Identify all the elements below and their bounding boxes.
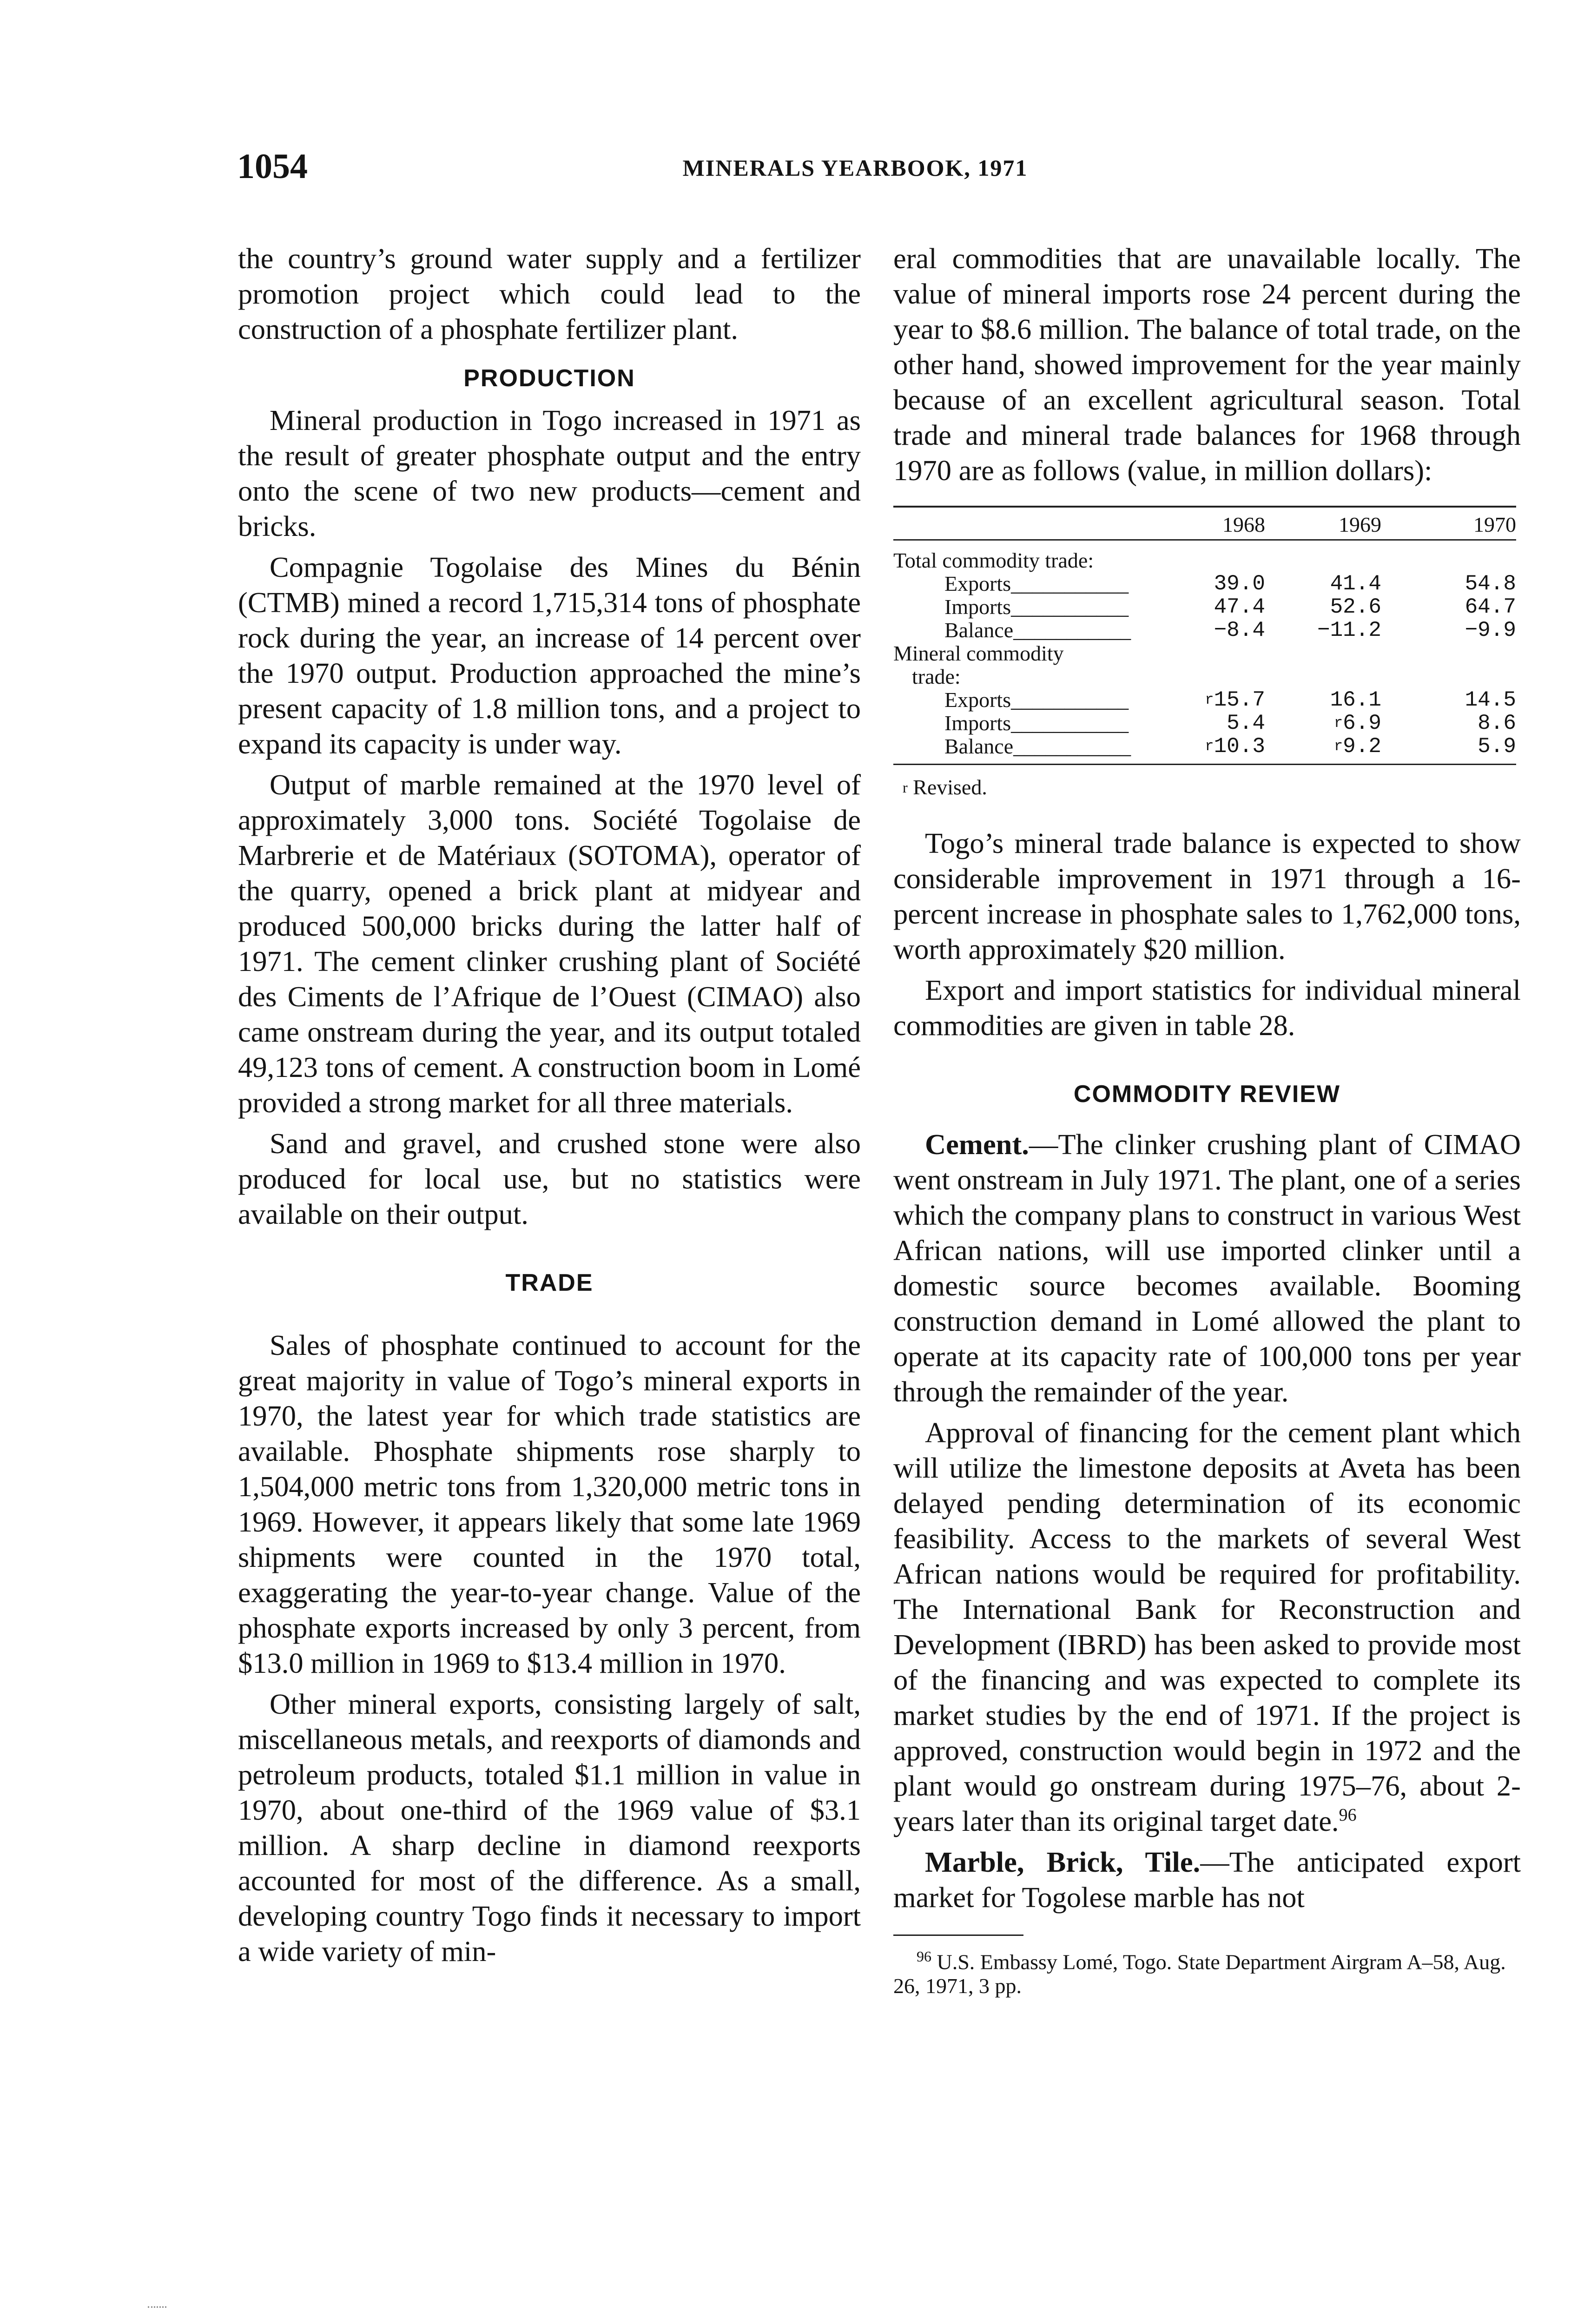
production-paragraph-4: Sand and gravel, and crushed stone were also produced for local use, but no statistics were available on their output. <box>238 1127 861 1230</box>
trade-continued-paragraph: eral commodities that are unavailable locally. The value of mineral imports rose 24 percent during the year to $8.6 million. The balance of total trade, on the other hand, showed improvement for the year mainly because of an excellent agricultural season. Total trade and mineral trade balances for 1968 through 1970 are as follows (value, in million dollars): <box>893 242 1521 487</box>
revised-mark: r <box>1333 738 1343 755</box>
cell-1968: $^r$10.3 <box>1154 735 1265 765</box>
table-reference-paragraph: Export and import statistics for individual mineral commodities are given in table 28. <box>893 974 1521 1042</box>
margin-speck <box>148 2306 166 2311</box>
table-row <box>893 572 1516 595</box>
cell-1968: 47.4 <box>1214 595 1265 619</box>
row-label: Exports___________ <box>944 688 1129 712</box>
row-label: Exports___________ <box>944 572 1129 595</box>
cell-1970: 14.5 <box>1465 688 1516 712</box>
table-group-row <box>893 540 1516 573</box>
trade-heading: TRADE <box>505 1269 594 1296</box>
revised-mark: r <box>1205 691 1214 708</box>
table-group-row <box>893 665 1516 688</box>
production-heading: PRODUCTION <box>463 365 635 392</box>
row-label: Imports___________ <box>944 711 1129 735</box>
table-header-row <box>893 507 1516 540</box>
production-paragraph-1: Mineral production in Togo increased in 1971 as the result of greater phosphate output and the entry onto the scene of two new products—cement and bricks. <box>238 404 861 542</box>
cell-1970: −9.9 <box>1465 618 1516 642</box>
trade-paragraph-2: Other mineral exports, consisting largely of salt, miscellaneous metals, and reexports of diamonds and petroleum products, totaled $1.1 million in value in 1970, about one-third of the 1969 value of $3.1 million. A sharp decline in diamond reexports accounted for most of the difference. As a small, developing country Togo finds it necessary to import a wide variety of min- <box>238 1688 861 1967</box>
cell-1970: 64.7 <box>1465 595 1516 619</box>
outlook-paragraph: Togo’s mineral trade balance is expected to show considerable improvement in 1971 through a 16-percent increase in phosphate sales to 1,762,000 tons, worth approximately $20 million. <box>893 827 1521 965</box>
commodity-review-heading: COMMODITY REVIEW <box>1073 1081 1341 1108</box>
marble-paragraph: Marble, Brick, Tile.—The anticipated export market for Togolese marble has not <box>893 1846 1521 1914</box>
right-column <box>893 241 1521 1998</box>
table-row <box>893 735 1516 765</box>
table-row <box>893 688 1516 712</box>
cement-runin-heading: Cement. <box>925 1128 1029 1161</box>
table-group-row <box>893 642 1516 665</box>
cell-1969: 52.6 <box>1330 595 1381 619</box>
intro-paragraph: the country’s ground water supply and a fertilizer promotion project which could lead to the construction of a phosphate fertilizer plant. <box>238 242 861 345</box>
group-label-total: Total commodity trade: <box>893 548 1094 572</box>
production-paragraph-3: Output of marble remained at the 1970 level of approximately 3,000 tons. Société Togolaise de Marbrerie et de Matériaux (SOTOMA), operator of the quarry, opened a brick plant at midyear and produced 500,000 bricks during the latter half of 1971. The cement clinker crushing plant of Société des Ciments de l’Afrique de l’Ouest (CIMAO) also came onstream during the year, and its output totaled 49,123 tons of cement. A construction boom in Lomé provided a strong market for all three materials. <box>238 768 861 1119</box>
table-header-1970: 1970 <box>1381 507 1516 540</box>
cell-1970: 54.8 <box>1465 572 1516 596</box>
table-note: $^r$ Revised. <box>903 775 987 799</box>
cell-1968: 39.0 <box>1214 572 1265 596</box>
left-column <box>238 241 861 1969</box>
page-number: 1054 <box>237 147 308 186</box>
cell-1969: $^r$9.2 <box>1265 735 1381 765</box>
trade-balance-table <box>893 506 1516 765</box>
cell-1969: 41.4 <box>1330 572 1381 596</box>
row-label: Balance___________ <box>893 735 1154 765</box>
cell-1968: −8.4 <box>1214 618 1265 642</box>
table-header-1969: 1969 <box>1265 507 1381 540</box>
revised-mark: r <box>1205 738 1214 755</box>
cell-1970: 8.6 <box>1478 711 1516 735</box>
running-head-title: MINERALS YEARBOOK, 1971 <box>682 155 1028 181</box>
footnote-reference: 96 <box>1339 1805 1357 1825</box>
table-row <box>893 619 1516 642</box>
group-label-mineral: Mineral commodity <box>893 641 1064 665</box>
cell-1969: −11.2 <box>1317 618 1381 642</box>
marble-runin-heading: Marble, Brick, Tile. <box>925 1846 1201 1878</box>
running-head <box>0 148 1584 185</box>
cement-paragraph: Cement.—The clinker crushing plant of CIMAO went onstream in July 1971. The plant, one of a series which the company plans to construct in various West African nations, will use imported clinker until a domestic source becomes available. Booming construction demand in Lomé allowed the plant to operate at its capacity rate of 100,000 tons per year through the remainder of the year. <box>893 1128 1521 1408</box>
trade-paragraph-1: Sales of phosphate continued to account for the great majority in value of Togo’s mineral exports in 1970, the latest year for which trade statistics are available. Phosphate shipments rose sharply to 1,504,000 metric tons from 1,320,000 metric tons in 1969. However, it appears likely that some late 1969 shipments were counted in the 1970 total, exaggerating the year-to-year change. Value of the phosphate exports increased by only 3 percent, from $13.0 million in 1969 to $13.4 million in 1970. <box>238 1329 861 1679</box>
table-header-1968: 1968 <box>1154 507 1265 540</box>
table-row <box>893 712 1516 735</box>
cell-1969: 16.1 <box>1330 688 1381 712</box>
row-label: Imports___________ <box>944 595 1129 619</box>
cell-1968: 5.4 <box>1227 711 1265 735</box>
cell-1970: 5.9 <box>1381 735 1516 765</box>
footnote-number: 96 <box>917 1948 931 1965</box>
group-label-mineral-cont: trade: <box>912 665 961 688</box>
cell-1969: $^r$6.9 <box>1333 711 1381 735</box>
footnote: $^{96}$ U.S. Embassy Lomé, Togo. State Department Airgram A–58, Aug. 26, 1971, 3 pp. <box>893 1948 1506 1998</box>
production-paragraph-2: Compagnie Togolaise des Mines du Bénin (CTMB) mined a record 1,715,314 tons of phosphate rock during the year, an increase of 14 percent over the 1970 output. Production approached the mine’s present capacity of 1.8 million tons, and a project to expand its capacity is under way. <box>238 551 861 760</box>
financing-paragraph: Approval of financing for the cement plant which will utilize the limestone deposits at Aveta has been delayed pending determination of its economic feasibility. Access to the markets of several West African nations would be required for profitability. The International Bank for Reconstruction and Development (IBRD) has been asked to provide most of the financing and was expected to complete its market studies by the end of 1971. If the project is approved, construction would begin in 1972 and the plant would go onstream during 1975–76, about 2-years later than its original target date.$^{96}$ <box>893 1416 1521 1837</box>
table-header-label <box>893 507 1154 540</box>
cell-1968: $^r$15.7 <box>1205 688 1265 712</box>
table-row <box>893 595 1516 619</box>
row-label: Balance___________ <box>944 618 1131 642</box>
revised-mark: r <box>1333 714 1343 732</box>
footnote-rule <box>893 1934 1023 1936</box>
